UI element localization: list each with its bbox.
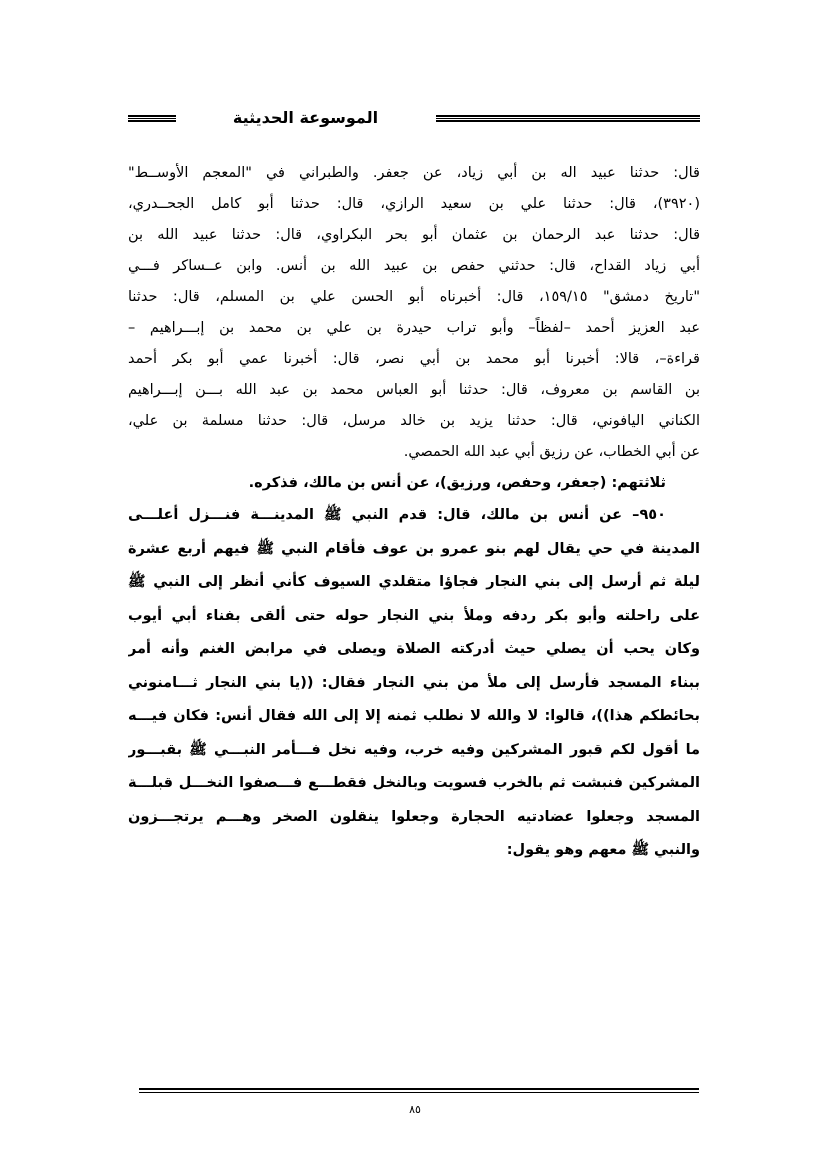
hadith-line: المسجد وجعلوا عضادتيه الحجارة وجعلوا ينقلون الصخر وهـــم يرتجـــزون: [128, 808, 700, 825]
hadith-line: والنبي ﷺ معهم وهو يقول:: [506, 842, 700, 858]
footer-rule: [139, 1088, 699, 1093]
page-body: [128, 158, 700, 868]
hadith-line: المدينة في حي يقال لهم بنو عمرو بن عوف فأقام النبي ﷺ فيهم أربع عشرة: [128, 540, 700, 557]
text-line: قراءة–، قالا: أخبرنا أبو محمد بن أبي نصر، قال: أخبرنا عمي أبو بكر أحمد: [128, 351, 700, 367]
hadith-line: ٩٥٠– عن أنس بن مالك، قال: قدم النبي ﷺ المدينـــة فنـــزل أعلـــى: [128, 507, 666, 523]
text-line: أبي زياد القداح، قال: حدثني حفص بن عبيد الله بن أنس. وابن عــساكر فـــي: [128, 258, 700, 274]
hadith-line: ليلة ثم أرسل إلى بني النجار فجاؤا متقلدي السيوف كأني أنظر إلى النبي ﷺ: [128, 574, 700, 590]
page-number: ٨٥: [409, 1103, 421, 1116]
text-line: (٣٩٢٠)، قال: حدثنا علي بن سعيد الرازي، قال: حدثنا أبو كامل الجحــدري،: [128, 196, 700, 212]
hadith-line: المشركين فنبشت ثم بالخرب فسويت وبالنخل فقطـــع فـــصفوا النخـــل قبلـــة: [128, 775, 700, 791]
hadith-line: ما أقول لكم قبور المشركين وفيه خرب، وفيه نخل فـــأمر النبـــي ﷺ بقبـــور: [128, 741, 700, 758]
text-line: "تاريخ دمشق" ١٥٩/١٥، قال: أخبرناه أبو الحسن علي بن المسلم، قال: حدثنا: [128, 289, 700, 305]
header-rule-left: [128, 115, 176, 122]
text-line: عن أبي الخطاب، عن رزيق أبي عبد الله الحمصي.: [403, 444, 700, 460]
header-title: الموسوعة الحديثية: [178, 104, 433, 132]
text-line: الكناني اليافوني، قال: حدثنا يزيد بن خالد مرسل، قال: حدثنا مسلمة بن علي،: [128, 413, 700, 429]
header-rule-right: [436, 115, 700, 122]
isnad-paragraph: [128, 158, 700, 468]
text-line: قال: حدثنا عبيد اله بن أبي زياد، عن جعفر. والطبراني في "المعجم الأوســط": [128, 165, 700, 181]
text-line: قال: حدثنا عبد الرحمان بن عثمان أبو بحر البكراوي، قال: حدثنا عبيد الله بن: [128, 227, 700, 243]
hadith-line: على راحلته وأبو بكر ردفه وملأ بني النجار حوله حتى ألقى بفناء أبي أيوب: [128, 607, 700, 624]
text-line: بن القاسم بن معروف، قال: حدثنا أبو العباس محمد بن عبد الله بـــن إبـــراهيم: [128, 382, 700, 398]
hadith-line: وكان يحب أن يصلي حيث أدركته الصلاة ويصلى في مرابض الغنم وأنه أمر: [128, 641, 700, 657]
text-line: عبد العزيز أحمد –لفظاً– وأبو تراب حيدرة بن علي بن محمد بن إبـــراهيم –: [128, 320, 700, 336]
summary-line: ثلاثتهم: (جعفر، وحفص، ورزيق)، عن أنس بن مالك، فذكره.: [248, 475, 666, 491]
hadith-paragraph: [128, 499, 700, 868]
summary-paragraph: [128, 468, 700, 499]
running-header: [128, 104, 700, 136]
hadith-line: بحائطكم هذا))، قالوا: لا والله لا نطلب ثمنه إلا إلى الله فقال أنس: فكان فيـــه: [128, 708, 700, 724]
hadith-line: ببناء المسجد فأرسل إلى ملأ من بني النجار فقال: ((يا بني النجار ثـــامنوني: [128, 674, 700, 691]
